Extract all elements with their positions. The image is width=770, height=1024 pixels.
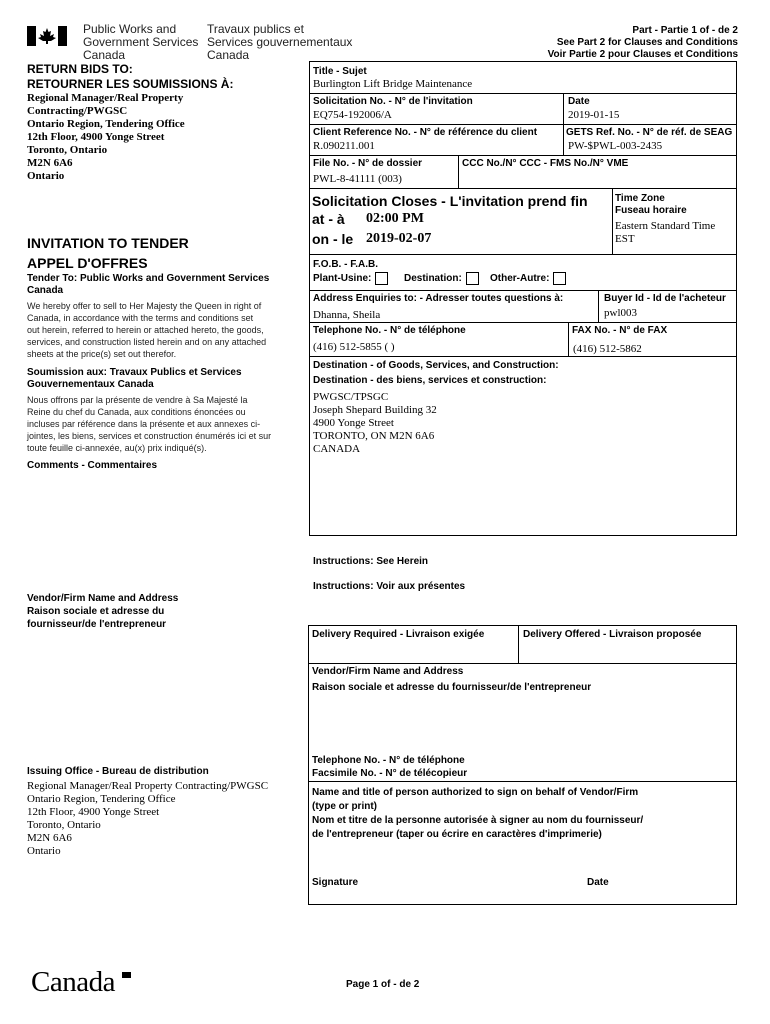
return-bids-label (27, 62, 233, 92)
client-ref-value: R.090211.001 (313, 140, 375, 152)
title-value: Burlington Lift Bridge Maintenance (313, 78, 473, 90)
part-info (548, 25, 738, 61)
file-value: PWL-8-41111 (003) (313, 173, 402, 185)
vendor-firm-label: Vendor/Firm Name and Address Raison sociale et adresse du fournisseur/de l'entrepreneur (27, 593, 179, 630)
client-ref-label: Client Reference No. - N° de référence du client (313, 127, 538, 138)
date-value: 2019-01-15 (568, 109, 620, 121)
issuing-office-label: Issuing Office - Bureau de distribution (27, 766, 209, 777)
dept-en-line: Canada (83, 48, 126, 62)
instructions-fr: Instructions: Voir aux présentes (313, 581, 466, 592)
authorized-person-input[interactable] (312, 845, 732, 873)
vendor-telephone-label: Telephone No. - N° de téléphone (312, 755, 465, 766)
delivery-offered-label: Delivery Offered - Livraison proposée (523, 629, 702, 640)
vendor-name-input[interactable] (312, 698, 732, 750)
offer-text-en: We hereby offer to sell to Her Majesty the Queen in right of Canada, in accordance with the terms and conditions set out herein, referred to herein or attached hereto, the goods, services, and construction listed herein and on any attached sheets at the price(s) set out therefor. (27, 301, 267, 359)
telephone-label: Telephone No. - N° de téléphone (313, 325, 466, 336)
at-label: at - à (312, 211, 345, 227)
title-fr: APPEL D'OFFRES (27, 255, 148, 271)
tz-value-name: Eastern Standard Time (615, 220, 716, 232)
title-en: INVITATION TO TENDER (27, 235, 189, 251)
address-enquiries-value: Dhanna, Sheila (313, 309, 381, 321)
vendor-facsimile-label: Facsimile No. - N° de télécopieur (312, 768, 468, 779)
destination-field (404, 272, 479, 285)
date-label: Date (568, 96, 590, 107)
gets-value: PW-$PWL-003-2435 (568, 140, 663, 152)
dept-fr-line: Travaux publics et (207, 22, 304, 36)
see-part2-fr: Voir Partie 2 pour Clauses et Conditions (547, 49, 738, 60)
destination-goods-en: Destination - of Goods, Services, and Construction: (313, 360, 559, 371)
see-part2-en: See Part 2 for Clauses and Conditions (556, 37, 738, 48)
return-bids-en: RETURN BIDS TO: (27, 62, 133, 76)
delivery-required-label: Delivery Required - Livraison exigée (312, 629, 485, 640)
address-enquiries-label: Address Enquiries to: - Adresser toutes questions à: (313, 293, 564, 304)
dept-en-line: Public Works and (83, 22, 177, 36)
fax-value: (416) 512-5862 (573, 343, 642, 355)
fob-label: F.O.B. - F.A.B. (313, 259, 378, 270)
on-label: on - le (312, 231, 354, 247)
other-field (490, 272, 566, 285)
tender-to: Tender To: Public Works and Government Services Canada (27, 273, 270, 296)
ccc-label: CCC No./N° CCC - FMS No./N° VME (462, 158, 629, 169)
at-value: 02:00 PM (366, 211, 424, 226)
return-bids-address: Regional Manager/Real Property Contracting/PWGSC Ontario Region, Tendering Office 12th Floor, 4900 Yonge Street Toronto, Ontario M2N 6A6 Ontario (27, 92, 185, 182)
part-line: Part - Partie 1 of - de 2 (632, 25, 738, 36)
tz-label-en: Time Zone (615, 193, 665, 204)
destination-checkbox[interactable] (466, 272, 479, 285)
plant-label: Plant-Usine: (313, 273, 372, 285)
solicitation-label: Solicitation No. - N° de l'invitation (313, 96, 473, 107)
other-checkbox[interactable] (553, 272, 566, 285)
vendor-name-label-fr: Raison sociale et adresse du fournisseur/de l'entrepreneur (312, 682, 592, 693)
buyer-id-value: pwl003 (604, 307, 637, 319)
solicitation-value: EQ754-192006/A (313, 109, 392, 121)
soumission-aux: Soumission aux: Travaux Publics et Services Gouvernementaux Canada (27, 367, 242, 390)
authorized-fr-1: Nom et titre de la personne autorisée à signer au nom du fournisseur/ (312, 815, 644, 826)
dept-en-line: Government Services (83, 35, 199, 49)
page-number: Page 1 of - de 2 (346, 979, 420, 990)
department-name-fr (207, 23, 352, 62)
plant-field (313, 272, 388, 285)
destination-address: PWGSC/TPSGC Joseph Shepard Building 32 4900 Yonge Street TORONTO, ON M2N 6A6 CANADA (313, 391, 437, 455)
canada-flag-icon (27, 26, 67, 46)
authorized-en-1: Name and title of person authorized to sign on behalf of Vendor/Firm (312, 787, 639, 798)
wordmark-flag-icon (122, 972, 131, 978)
destination-goods-fr: Destination - des biens, services et construction: (313, 375, 547, 386)
telephone-value: (416) 512-5855 ( ) (313, 341, 395, 353)
signature-label: Signature (312, 877, 359, 888)
tz-value-abbr: EST (615, 233, 635, 245)
authorized-en-2: (type or print) (312, 801, 377, 812)
return-bids-fr: RETOURNER LES SOUMISSIONS À: (27, 77, 234, 91)
plant-checkbox[interactable] (375, 272, 388, 285)
tz-label-fr: Fuseau horaire (615, 205, 687, 216)
destination-label: Destination: (404, 273, 462, 285)
instructions-en: Instructions: See Herein (313, 556, 429, 567)
file-label: File No. - N° de dossier (313, 158, 423, 169)
offer-text-fr: Nous offrons par la présente de vendre à Sa Majesté la Reine du chef du Canada, aux conditions énoncées ou incluses par référence dans la présente et aux annexes ci-jointes, les biens, services et construction énumérés ici et sur toute feuille ci-annexée, au(x) prix indiqué(s). (27, 395, 272, 453)
on-value: 2019-02-07 (366, 231, 432, 246)
timezone-value (615, 220, 715, 246)
delivery-offered-input[interactable] (522, 644, 732, 660)
issuing-office-address: Regional Manager/Real Property Contracting/PWGSC Ontario Region, Tendering Office 12th Floor, 4900 Yonge Street Toronto, Ontario M2N 6A6 Ontario (27, 780, 269, 857)
authorized-person-label (312, 786, 643, 842)
closes-label: Solicitation Closes - L'invitation prend fin (312, 193, 588, 209)
gets-label: GETS Ref. No. - N° de réf. de SEAG (566, 127, 733, 138)
comments-label: Comments - Commentaires (27, 460, 158, 471)
page-title (27, 233, 189, 273)
canada-wordmark: Canada (31, 966, 115, 998)
fax-label: FAX No. - N° de FAX (572, 325, 668, 336)
department-name-en (83, 23, 198, 62)
dept-fr-line: Services gouvernementaux (207, 35, 353, 49)
authorized-fr-2: de l'entrepreneur (taper ou écrire en caractères d'imprimerie) (312, 829, 602, 840)
other-label: Other-Autre: (490, 273, 550, 285)
timezone-label (615, 193, 687, 217)
vendor-name-label-en: Vendor/Firm Name and Address (312, 666, 464, 677)
signature-date-label: Date (587, 877, 609, 888)
title-label: Title - Sujet (313, 66, 367, 77)
buyer-id-label: Buyer Id - Id de l'acheteur (604, 293, 726, 304)
dept-fr-line: Canada (207, 48, 250, 62)
